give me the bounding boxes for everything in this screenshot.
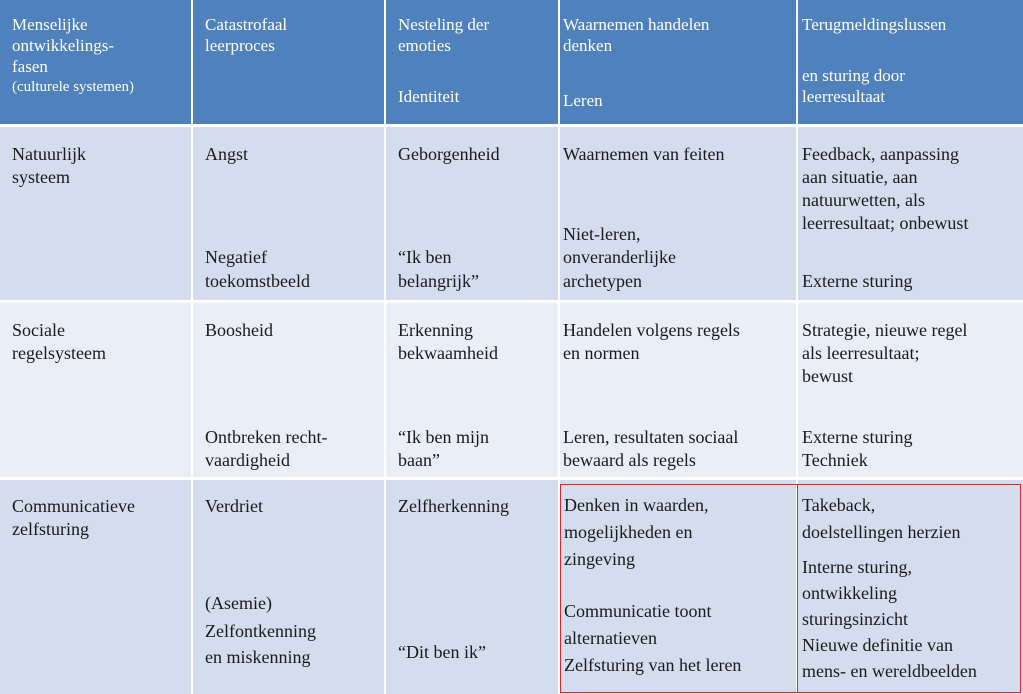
header-phase-line: ontwikkelings- bbox=[12, 36, 114, 55]
cell-line: bewust bbox=[802, 366, 853, 386]
header-emotion-extra: Identiteit bbox=[398, 87, 460, 106]
cell-line: Techniek bbox=[802, 450, 868, 470]
cell-line: Denken in waarden, bbox=[564, 495, 709, 515]
header-phase-sub: (culturele systemen) bbox=[12, 79, 135, 95]
cell-line: zelfsturing bbox=[12, 519, 89, 539]
cell-line: als leerresultaat; bbox=[802, 343, 920, 363]
cell-line: bekwaamheid bbox=[398, 343, 498, 363]
cell-line: leerresultaat; onbewust bbox=[802, 213, 969, 233]
cell-line: Interne sturing, bbox=[802, 557, 912, 577]
cell-line: Natuurlijk bbox=[12, 144, 86, 164]
row2-emotion bbox=[386, 303, 558, 477]
header-catastrophe-line: Catastrofaal bbox=[205, 15, 288, 34]
highlight-box-feedback bbox=[797, 484, 1021, 693]
cell-line: natuurwetten, als bbox=[802, 190, 925, 210]
cell-line: Ontbreken recht- bbox=[205, 427, 328, 447]
cell-line: bewaard als regels bbox=[563, 450, 696, 470]
cell-line: systeem bbox=[12, 167, 70, 187]
row2-perceive bbox=[560, 303, 796, 477]
cell-line: mens- en wereldbeelden bbox=[802, 661, 977, 681]
cell-line: archetypen bbox=[563, 271, 642, 291]
cell-line: “Dit ben ik” bbox=[398, 642, 486, 662]
cell-line: Angst bbox=[205, 144, 249, 164]
header-feedback-line: Terugmeldingslussen bbox=[802, 15, 947, 34]
cell-line: baan” bbox=[398, 450, 440, 470]
row2-feedback bbox=[798, 303, 1023, 477]
header-phase-line: fasen bbox=[12, 57, 48, 76]
header-emotion-line: emoties bbox=[398, 36, 451, 55]
cell-line: onveranderlijke bbox=[563, 247, 676, 267]
cell-line: toekomstbeeld bbox=[205, 271, 310, 291]
cell-line: Feedback, aanpassing bbox=[802, 144, 959, 164]
cell-line: Boosheid bbox=[205, 320, 274, 340]
cell-line: Waarnemen van feiten bbox=[563, 144, 725, 164]
cell-line: doelstellingen herzien bbox=[802, 522, 961, 542]
cell-line: Niet-leren, bbox=[563, 224, 641, 244]
cell-line: Negatief bbox=[205, 247, 267, 267]
row3-emotion bbox=[386, 480, 558, 694]
row1-feedback bbox=[798, 127, 1023, 300]
cell-line: mogelijkheden en bbox=[564, 522, 693, 542]
cell-line: regelsysteem bbox=[12, 343, 106, 363]
cell-line: Zelfherkenning bbox=[398, 496, 509, 516]
row2-catastrophe bbox=[193, 303, 384, 477]
row2-phase bbox=[0, 303, 191, 477]
cell-line: Strategie, nieuwe regel bbox=[802, 320, 968, 340]
header-feedback-extra: en sturing door bbox=[802, 66, 905, 85]
cell-line: Sociale bbox=[12, 320, 65, 340]
cell-line: Externe sturing bbox=[802, 427, 913, 447]
cell-line: en miskenning bbox=[205, 647, 311, 667]
header-perceive-line: denken bbox=[563, 36, 613, 55]
cell-line: en normen bbox=[563, 343, 640, 363]
cell-line: Verdriet bbox=[205, 496, 263, 516]
cell-line: Takeback, bbox=[802, 495, 876, 515]
header-phase bbox=[0, 0, 191, 124]
row3-phase bbox=[0, 480, 191, 694]
cell-line: aan situatie, aan bbox=[802, 167, 918, 187]
cell-line: vaardigheid bbox=[205, 450, 290, 470]
header-emotion-line: Nesteling der bbox=[398, 15, 490, 34]
cell-line: sturingsinzicht bbox=[802, 609, 908, 629]
cell-line: ontwikkeling bbox=[802, 583, 897, 603]
cell-line: Nieuwe definitie van bbox=[802, 635, 953, 655]
cell-line: Leren, resultaten sociaal bbox=[563, 427, 739, 447]
header-catastrophe-line: leerproces bbox=[205, 36, 275, 55]
cell-line: “Ik ben mijn bbox=[398, 427, 489, 447]
cell-line: Externe sturing bbox=[802, 271, 913, 291]
row3-catastrophe bbox=[193, 480, 384, 694]
cell-line: Zelfontkenning bbox=[205, 621, 316, 641]
cell-line: “Ik ben bbox=[398, 247, 452, 267]
header-phase-line: Menselijke bbox=[12, 15, 88, 34]
header-catastrophe bbox=[193, 0, 384, 124]
cell-line: Zelfsturing van het leren bbox=[564, 655, 742, 675]
cell-line: Geborgenheid bbox=[398, 144, 500, 164]
header-emotion bbox=[386, 0, 558, 124]
row1-emotion bbox=[386, 127, 558, 300]
row1-catastrophe bbox=[193, 127, 384, 300]
cell-line: Erkenning bbox=[398, 320, 473, 340]
highlight-box-perceive bbox=[560, 484, 798, 693]
header-perceive-extra: Leren bbox=[563, 91, 603, 110]
cell-line: alternatieven bbox=[564, 628, 657, 648]
row1-perceive bbox=[560, 127, 796, 300]
header-perceive bbox=[560, 0, 796, 124]
cell-line: Communicatieve bbox=[12, 496, 135, 516]
header-feedback-extra: leerresultaat bbox=[802, 87, 886, 106]
cell-line: Communicatie toont bbox=[564, 601, 712, 621]
header-feedback bbox=[798, 0, 1023, 124]
row1-phase bbox=[0, 127, 191, 300]
cell-line: zingeving bbox=[564, 549, 635, 569]
cell-line: (Asemie) bbox=[205, 593, 272, 613]
header-perceive-line: Waarnemen handelen bbox=[563, 15, 710, 34]
cell-line: Handelen volgens regels bbox=[563, 320, 740, 340]
cell-line: belangrijk” bbox=[398, 271, 479, 291]
